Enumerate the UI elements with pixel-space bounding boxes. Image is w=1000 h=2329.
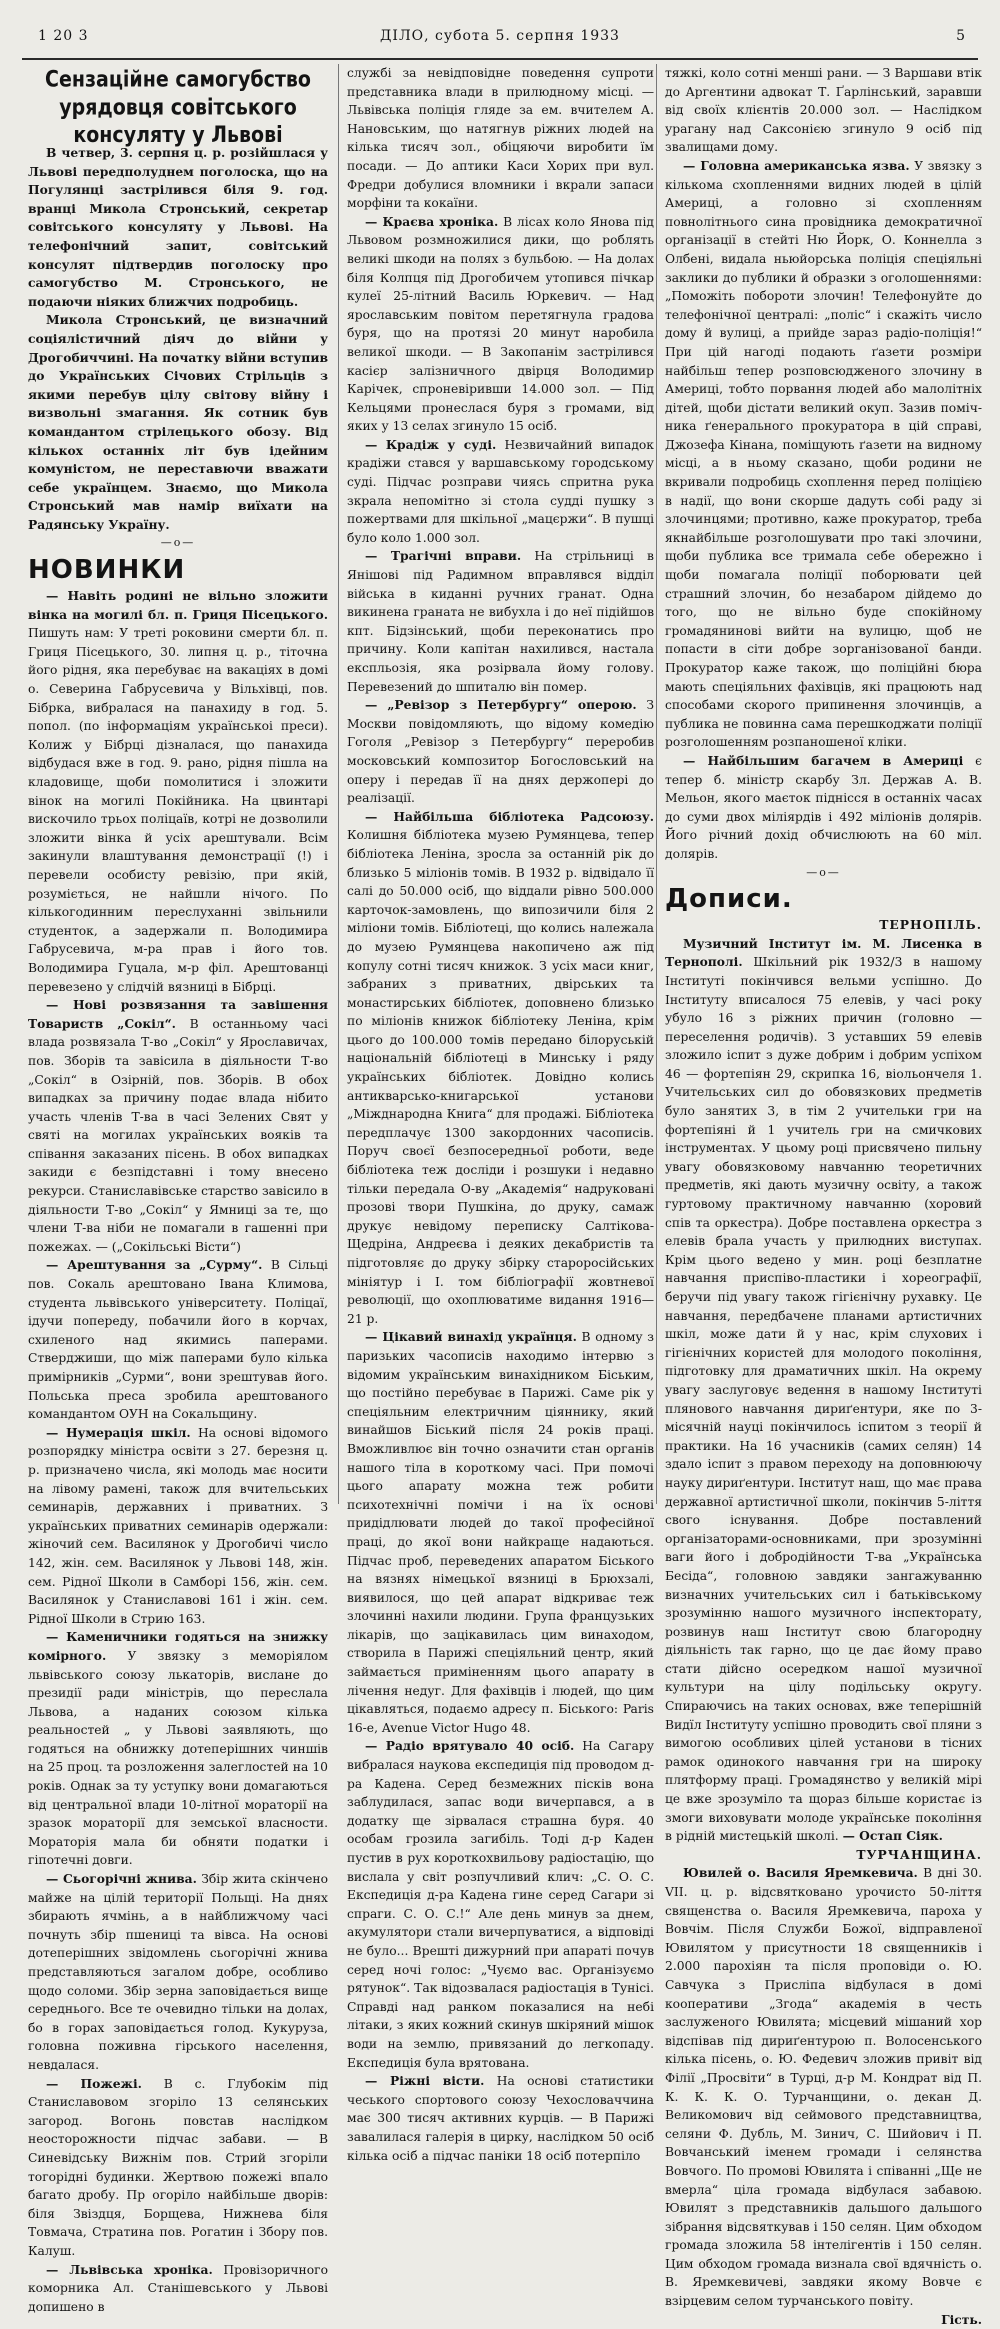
news-item-title: — Львівська хроніка. bbox=[46, 2261, 213, 2277]
news-item bbox=[347, 696, 654, 808]
news-item bbox=[28, 587, 328, 996]
report-title: Ювилей о. Василя Яремкевича. bbox=[683, 1865, 918, 1881]
news-item-title: — Найбільшим багачем в Америці bbox=[683, 752, 964, 768]
masthead bbox=[22, 18, 978, 60]
news-item-body: Збір жита скінчено майже на цілій території Польщі. На днях збирають ячмінь, а в найближчому часі почнуть збір пшениці та вівса. На основі дотеперішних звідомлень сьогорічні жнива представляються загалом добре, особливо щодо соломи. Збір зерна заповідається вище середнього. Все те очевидно тільки на долах, бо в горах заповідається голод. Кукуруза, головна поживна гірського населення, невдалася. bbox=[28, 1872, 328, 2072]
article-lead-paragraph: Микола Стронський, це визначний соціялістичний діяч до війни у Дрогобиччині. На початку війни вступив до Українських Січових Стрільців з якими перебув цілу світову війну і визвольні змагання. Як сотник був командантом стрілецького обозу. Від кількох останніх літ був ідейним комуністом, не переставючи вважати себе українцем. Знаємо, що Микола Стронський мав намір виїхати на Радянську Україну. bbox=[28, 312, 328, 532]
report-signature: — Остап Сіяк. bbox=[842, 1828, 943, 1844]
news-item-title: — Арештування за „Сурму“. bbox=[46, 1257, 263, 1273]
news-item-body: Незвичайний випадок крадіжи стався у варшавському городському суді. Підчас розправи чиясь спритна рука зкрала непомітно зі стола судді пушку з пожертвами для шкільної „мацєржи“. В пушці було коло 1.000 зол. bbox=[347, 437, 654, 545]
article-lead-paragraph: В четвер, 3. серпня ц. р. розійшлася у Львові передполуднем поголоска, що на Погулянці застрілився біля 9. год. вранці Микола Стронський, секретар совітського консуляту у Львові. На телефонічний запит, совітський консулят підтвердив поголоску про самогубство М. Стронського, не подаючи ніяких ближчих подробиць. bbox=[28, 145, 328, 309]
news-item-title: — Радіо врятувало 40 осіб. bbox=[365, 1738, 575, 1754]
news-item bbox=[28, 1628, 328, 1870]
news-item-title: — Каменичники годяться на знижку комірного. bbox=[28, 1629, 328, 1663]
news-item bbox=[347, 436, 654, 548]
column-2 bbox=[338, 64, 654, 2163]
news-item-title: — Нові розвязання та завішення Товариств „Сокіл“. bbox=[28, 997, 328, 1031]
news-item-title: — Цікавий винахід українця. bbox=[365, 1329, 577, 1345]
news-item-body: На Сагару вибралася наукова експедиція під проводом д-ра Кадена. Серед безмежних пісків вона заблудилася, запас води вичерпався, а в додатку ще зірвалася страшна буря. 40 особам грозила загибіль. Тоді д-р Каден пустив в рух короткохвильову радіостацію, що вислала у світ розпучливий клич: „С. О. С. Експедиція д-ра Кадена гине серед Сагари зі спраги. С. О. С.!“ Але день минув за днем, акумулятори стали вичерпуватися, а відповіді не було... Врешті дижурний при апараті почув серед ночі голос: „Чуємо вас. Організуємо рятунок“. Так відозвалася радіостація в Тунісі. Справді над ранком показалися на небі літаки, з яких кожний скинув шкіряний мішок води на землю, привязаний до легкопаду. Експедиція була врятована. bbox=[347, 1739, 654, 2070]
news-item-body: На основі відомого розпорядку міністра освіти з 27. березня ц. р. призначено числа, які молодь має носити на лівому рамені, також для вчительських семинарів, державних і приватних. З українських приватних семинарів одержали: жіночий сем. Василянок у Дрогобичі число 142, жін. сем. Василянок у Львові 148, жін. сем. Рідної Школи в Самборі 156, жін. сем. Василянок у Станиславові 161 і жін. сем. Рідної Школи в Стрию 163. bbox=[28, 1425, 328, 1626]
news-item-body: На стрільниці в Янішові під Радимном вправлявся відділ війська в киданні ручних гранат. Одна викинена граната не вибухла і до неї підійшов кпт. Бідзінський, щоби переконатись про причину. Коли капітан нахилився, настала експльозія, яка розірвала йому голову. Перевезений до шпиталю він помер. bbox=[347, 549, 654, 694]
news-item-body: Пишуть нам: У треті роковини смерти бл. п. Гриця Пісецького, 30. липня ц. р., тіточна його рідня, яка перебуває на вакаціях в домі о. Северина Габрусевича у Вільхівці, пов. Бібрка, вибралася на панахиду в год. 5. попол. (по інформаціям українськоі преси). Колиж у Бібрці дізналася, що панахида відбудася вже в год. 9. рано, рідня пішла на кладовище, щоби помолитися і зложити вінок на могилі Покійника. На цвинтарі вискочило трьох поліцаїв, котрі не дозволили зложити вінка й усіх арештували. Всім закинули влаштування демонстрації (!) і перевели особисту ревізію, при якій, розуміється, не найшли нічого. По кількогодинним переслуханні звільнили студенток, а задержали п. Володимира Габрусевича, м-ра прав і його тов. Володимира Гуцала, м-р філ. Арештованці перевезено у слідчій вязниці в Бібрці. bbox=[28, 626, 328, 994]
section-heading-dopysy: Дописи. bbox=[665, 884, 793, 915]
news-item bbox=[347, 808, 654, 1329]
column-1 bbox=[28, 64, 328, 2314]
news-item bbox=[347, 1328, 654, 1737]
report-body: В дні 30. VII. ц. р. відсвятковано урочисто 50-ліття священства о. Василя Яремкевича, пароха у Вовчім. Після Служби Божої, відправленої Ювилятом у присутности 18 священників і 2.000 парохіян та після проповіди о. Ю. Савчука з Присліпа відбулася в домі кооперативи „Згода“ академія в честь заслуженого Ювилята; місцевий мішаний хор відспівав під дириґентурою п. Волосенського кілька пісень, о. Ю. Федевич зложив привіт від Філії „Просвіти“ в Турці, д-р М. Кондрат від П. К. К. К. О. Турчанщини, о. декан Д. Великомович від сеймового представництва, селяни Ф. Дубль, М. Зинич, С. Шийович і П. Вовчанський іменем громади і селянства Вовчого. По промові Ювилята і співанні „Ще не вмерла“ ціла громада відбулася забавою. Ювилят з представників дальшого дальшого зібрання відсвяткував і 150 селян. Цим обходом громада зложила 58 інтелігентів і 150 селян. Цим обходом громада визнала свої вдячність о. В. Яремкевичеві, завдяки якому Вовче є взірцевим селом турчанського повіту. bbox=[665, 1866, 982, 2309]
news-item-title: — Нумерація шкіл. bbox=[46, 1424, 191, 1440]
news-item bbox=[665, 752, 982, 864]
dateline-ternopil: ТЕРНОПІЛЬ. bbox=[879, 917, 982, 933]
page-number: 5 bbox=[956, 28, 966, 44]
report-item bbox=[665, 1864, 982, 2310]
divider: —o— bbox=[806, 865, 841, 879]
report-item bbox=[665, 935, 982, 1846]
news-item bbox=[347, 2072, 654, 2165]
news-item-body: В останньому часі влада розвязала Т-во „Сокіл“ у Ярославичах, пов. Зборів та завісила в діяльности Т-во „Сокіл“ в Озірній, пов. Зборів. В обох випадках за причину подає влада нібито участь членів Т-ва в часі Зелених Свят у святі на могилах українських вояків та співання заказаних пісень. В обох випадках закиди є безпідставні і тому внесено рекурси. Станиславівське старство завісило в діяльности Т-во „Сокіл“ у Ямниці за те, що члени Т-ва ніби не помагали в гашенні при пожежах. — („Сокільські Вісти“) bbox=[28, 1016, 328, 1254]
page-mark: 1 20 3 bbox=[38, 28, 89, 44]
news-item-body: У звязку з кількома схопленнями видних людей в цілій Америці, а головно зі схопленням повнолітнього сина провідника демократичної організації в стейті Ню Йорк, О. Коннелла з Олбені, видала ньюйорська поліція спеціяльні заклики до публики й образки з оголошеннями: „Поможіть побороти злочин! Телефонуйте до телефонічної централі: „поліс“ і скажіть число дому й вулиці, а прийде зараз радіо-поліція!“ При цій нагоді подають ґазети розміри найбільш тепер розповсюдженого злочину в Америці, тобто порвання людей або малолітніх дітей, щоби дістати великий окуп. Зазив помічника ґенерального прокуратора в цій справі, Джозефа Кінана, поміщують ґазети на видному місці, а в ньому сказано, щоби родини не вкривали подробиць схоплення перед поліцією в надії, що вони скорше дадуть собі раду зі злочинцями; противно, каже прокуратор, треба якнайбільше розголошувати про такі злочини, щоби публика все тримала себе обережно і щоби помагала поліції поборювати цей страшний злочин, бо незабаром дійдемо до того, що не вільно буде спокійному громадянинові вийти на вулицю, щоб не попасти в сіти добре зорганізованої банди. Прокуратор каже також, що поліційні бюра мають спеціяльних фахівців, які працюють над способами скорого припинення злочинців, а публика не повинна сама перешкоджати поліції розголошенням розпаношеної кліки. bbox=[665, 158, 982, 750]
dateline-turchanshchyna: ТУРЧАНЩИНА. bbox=[856, 1846, 982, 1862]
news-item bbox=[28, 996, 328, 1256]
news-item-body: Провізоричного коморника Ал. Станішевського у Львові допишено в bbox=[28, 2262, 328, 2314]
news-item-body: В с. Глубокім під Станиславовом згоріло 13 селянських загород. Вогонь повстав наслідком неосторожности підчас забави. — В Синевідську Вижнім пов. Стрий згоріли тогорідні будинки. Жертвою пожежі впало багато дробу. Пр огоріло найбільше дворів: біля Звіздця, Борщева, Нижнева біля Товмача, Стратина пов. Рогатин і Збору пов. Калуш. bbox=[28, 2076, 328, 2258]
news-item bbox=[347, 547, 654, 696]
report-signature: Гість. bbox=[941, 2311, 982, 2327]
column-3 bbox=[656, 64, 982, 2327]
news-item-title: — Крадіж у суді. bbox=[365, 436, 497, 452]
news-item bbox=[28, 2075, 328, 2261]
news-item-body: З Москви повідомляють, що відому комедію Гоголя „Ревізор з Петербургу“ переробив московський композитор Богословський на оперу і передав її на днях держопері до реалізації. bbox=[347, 698, 654, 806]
divider: —o— bbox=[160, 536, 196, 550]
news-continuation: тяжкі, коло сотні менші рани. — З Варшави втік до Аргентини адвокат Т. Ґарлінський, заравши від своїх клієнтів 20.000 зол. — Наслідком урагану над Саксонією згинуло 9 осіб під звалищами дому. bbox=[665, 66, 982, 155]
news-item-title: — Навіть родині не вільно зложити вінка на могилі бл. п. Гриця Пісецького. bbox=[28, 588, 328, 622]
news-item bbox=[665, 157, 982, 752]
news-item-body: У звязку з меморіялом львівського союзу лькаторів, вислане до президії ради міністрів, що переслала Львова, а наданих союзом кілька реальностей „ у Львові заявляють, що годяться на обнижку дотеперішних чиншів на 25 проц. та розложення залеглостей на 10 років. Однак за ту уступку вони домагаються від центральної влади 10-літної мораторії на зразок мораторії для земської власности. Мораторія мала би обняти податки і гіпотечні довги. bbox=[28, 1648, 328, 1868]
news-item-title: — „Ревізор з Петербургу“ оперою. bbox=[365, 697, 637, 713]
news-item-body: є тепер б. міністр скарбу Зл. Держав А. В. Мельон, якого маєток піднісся в останніх часах до суми двох міліярдів і 492 міліонів долярів. Його річний дохід обчислюють на 60 міл. долярів. bbox=[665, 753, 982, 861]
news-item bbox=[28, 2261, 328, 2317]
news-item-body: Колишня бібліотека музею Румянцева, тепер бібліотека Леніна, зросла за останній рік до близько 5 міліонів томів. В 1932 р. відвідало її салі до 50.000 осіб, що віддали рівно 500.000 карточок-замовлень, що випозичили біля 2 міліони томів. Бібліотеці, що колись належала до музею Румянцева накопичено аж під копулу сотні тисяч книжок. З усіх маси книг, забраних з приватних, двірських та монастирських бібліотек, доповнено близько по міліонів книжок бібліотеку Леніна, крім цього до 100.000 томів передано білоруській національній бібліотеці в Минську і ряду українських бібліотек. Довідно колись антикварсько-книгарської установи „Міжднародна Книга“ для продажі. Бібліотека передплачує 1300 закордонних часописів. Поруч своєї безпосередньої роботи, веде бібліотека теж досліди і розшуки і недавно тільки передала О-ву „Академія“ надруковані прозові твори Пушкіна, до друку, самаж друкує невідому переписку Салтікова-Щедріна, Андреєва і деяких декабристів та підготовляє до друку збірку староросійських мініятур і І. том бібліографії жовтневої революції, що охоплюватиме видання 1916—21 р. bbox=[347, 828, 654, 1326]
report-body: Шкільний рік 1932/3 в нашому Інституті покінчився вельми успішно. До Інституту вписалося 75 елевів, у часі року убуло 16 з ріжних причин (головно — переселення родичів). З уставших 59 елевів зложило іспит з дуже добрим і добрим успіхом 46 — фортепіян 29, скрипка 16, віольончеля 1. Учительських сил до обовязкових предметів було занятих 3, в тім 2 учительки гри на фортепіяні й 1 учитель гри на смичкових інструментах. У цьому році присвячено пильну увагу обовязковому навчанню теоретичних предметів, які дають музичну освіту, а також гуртовому практичному навчанню (хоровий спів та оркестра). Добре поставлена оркестра з елевів брала участь у прилюдних виступах. Крім цього ведено у мин. році безплатне навчання приспіво-пластики і хореографії, беручи під увагу також гігієнічну рухавку. Це навчання, передбачене планами артистичних шкіл, може дати й у нас, крім слухових і гігієнічних користей для молодого покоління, підготовку для драматичних шкіл. На окрему увагу заслуговує ведення в нашому Інституті плянового навчання дириґентури, яке по 3-місячній науці покінчилось іспитом з теорії й практики. На 16 учасників (самих селян) 14 здало іспит з правом переходу на доповнюючу науку дириґентури. Інститут наш, що має права державної артистичної школи, покінчив 5-ліття свого існування. Добре поставлений організаторами-основниками, при зрозумінні ваги його і добродійности Т-ва „Українська Бесіда“, головною завдяки зангажуванню визначних учительських сил і батьківському зрозумінню нашого музичного інспекторату, розвинув наш Інститут свою благородну діяльність так гарно, що це дає йому право стати дійсно осередком нашої музичної культури на цілу подільську округу. Спираючись на таких основах, вже теперішній Видїл Інституту успішно проводить свої пляни з вимогою особливих цілей установи в тісних рамок одинокого навчання гри на широку плятформу праці. Громадянство у великій мірі це вже зрозуміло та щораз більше користає із змоги виховувати молоде українське покоління в рідній мистецькій школі. bbox=[665, 955, 982, 1844]
news-continuation: службі за невідповідне поведення супроти представника влади в прилюдному місці. — Львівська поліція гляде за ем. вчителем А. Нановським, що натягнув ріжних людей на кілька тисяч зол., обіцяючи виробити їм посади. — До аптики Каси Хорих при вул. Фредри добулися вломники і вкрали запаси морфіни та кокаїни. bbox=[347, 66, 654, 211]
news-item-title: — Ріжні вісти. bbox=[365, 2073, 485, 2089]
news-item-body: В одному з паризьких часописів находимо інтервю з відомим українським винахідником Біським, що постійно перебуває в Парижі. Саме рік у спеціяльним електричним ціяннику, який винайшов Біський після 24 років праці. Вможливлює він точно означити стан органів нашого тіла в короткому часі. При помочі цього апарату можна теж робити психотехнічні помічи і на їх основі придідлювати людей до такої професійної праці, до якої вони найкраще надаються. Підчас проб, переведених апаратом Біського на вязнях німецької вязниці в Брюхзалі, виявилося, що цей апарат відкриває теж злочинні нахили людини. Група французьких лікарів, що зацікавилась цим винаходом, створила в Парижі спеціяльний центр, який займається приміненням цього апарату в лічення недуг. Для фахівців і людей, що цим цікавляться, подаємо адресу п. Біського: Paris 16-e, Avenue Victor Hugo 48. bbox=[347, 1330, 654, 1735]
section-heading-novynky: НОВИНКИ bbox=[28, 555, 186, 586]
news-item bbox=[28, 1424, 328, 1629]
news-item-body: В лісах коло Янова під Львовом розмножилися дики, що роблять великі шкоди на полях з бульбою. — На долах біля Колпця під Дрогобичем утопився пічкар кулеї 25-літний Василь Юркевич. — Над ярославським повітом перетягнула градова буря, що на протязі 20 минут наробила великої шкоди. — В Закопанім застрілився касієр залізничного двірця Володимир Карічек, спроневіривши 14.000 зол. — Під Кельцями пронеслася буря з громами, від яких у 13 селах згинуло 15 осіб. bbox=[347, 214, 654, 434]
news-item-title: — Пожежі. bbox=[46, 2075, 142, 2091]
masthead-title: ДІЛО, субота 5. серпня 1933 bbox=[380, 28, 620, 44]
news-item-title: — Найбільша бібліотека Радсоюзу. bbox=[365, 808, 654, 824]
report-title: Музичний Інститут ім. М. Лисенка в Тернополі. bbox=[665, 935, 982, 970]
news-item-body: В Сільці пов. Сокаль арештовано Івана Климова, студента львівського університету. Поліцаї, ідучи попереду, побачили його в корчах, схиленого над якимись паперами. Стверджиши, що між паперами було кілька примірників „Сурми“, вони зрештував його. Польська преса зробила арештованого командантом ОУН на Сокальщину. bbox=[28, 1258, 328, 1422]
news-item-title: — Сьогорічні жнива. bbox=[46, 1871, 197, 1887]
news-item-title: — Головна американська язва. bbox=[683, 157, 910, 173]
news-item-title: — Трагічні вправи. bbox=[365, 548, 522, 564]
news-item bbox=[347, 213, 654, 436]
news-item bbox=[28, 1870, 328, 2075]
news-item bbox=[347, 1737, 654, 2072]
news-item-body: На основі статистики чеського спортового союзу Чехословаччина має 300 тисяч активних курців. — В Парижі завалилася галерія в цирку, наслідком 50 осіб кілька осіб а підчас паніки 18 осіб потерпіло bbox=[347, 2074, 654, 2163]
news-item bbox=[28, 1256, 328, 1423]
news-item-title: — Краєва хроніка. bbox=[365, 213, 499, 229]
article-headline: Сензаційне самогубство урядовця совітського консуляту у Львові bbox=[45, 67, 311, 148]
